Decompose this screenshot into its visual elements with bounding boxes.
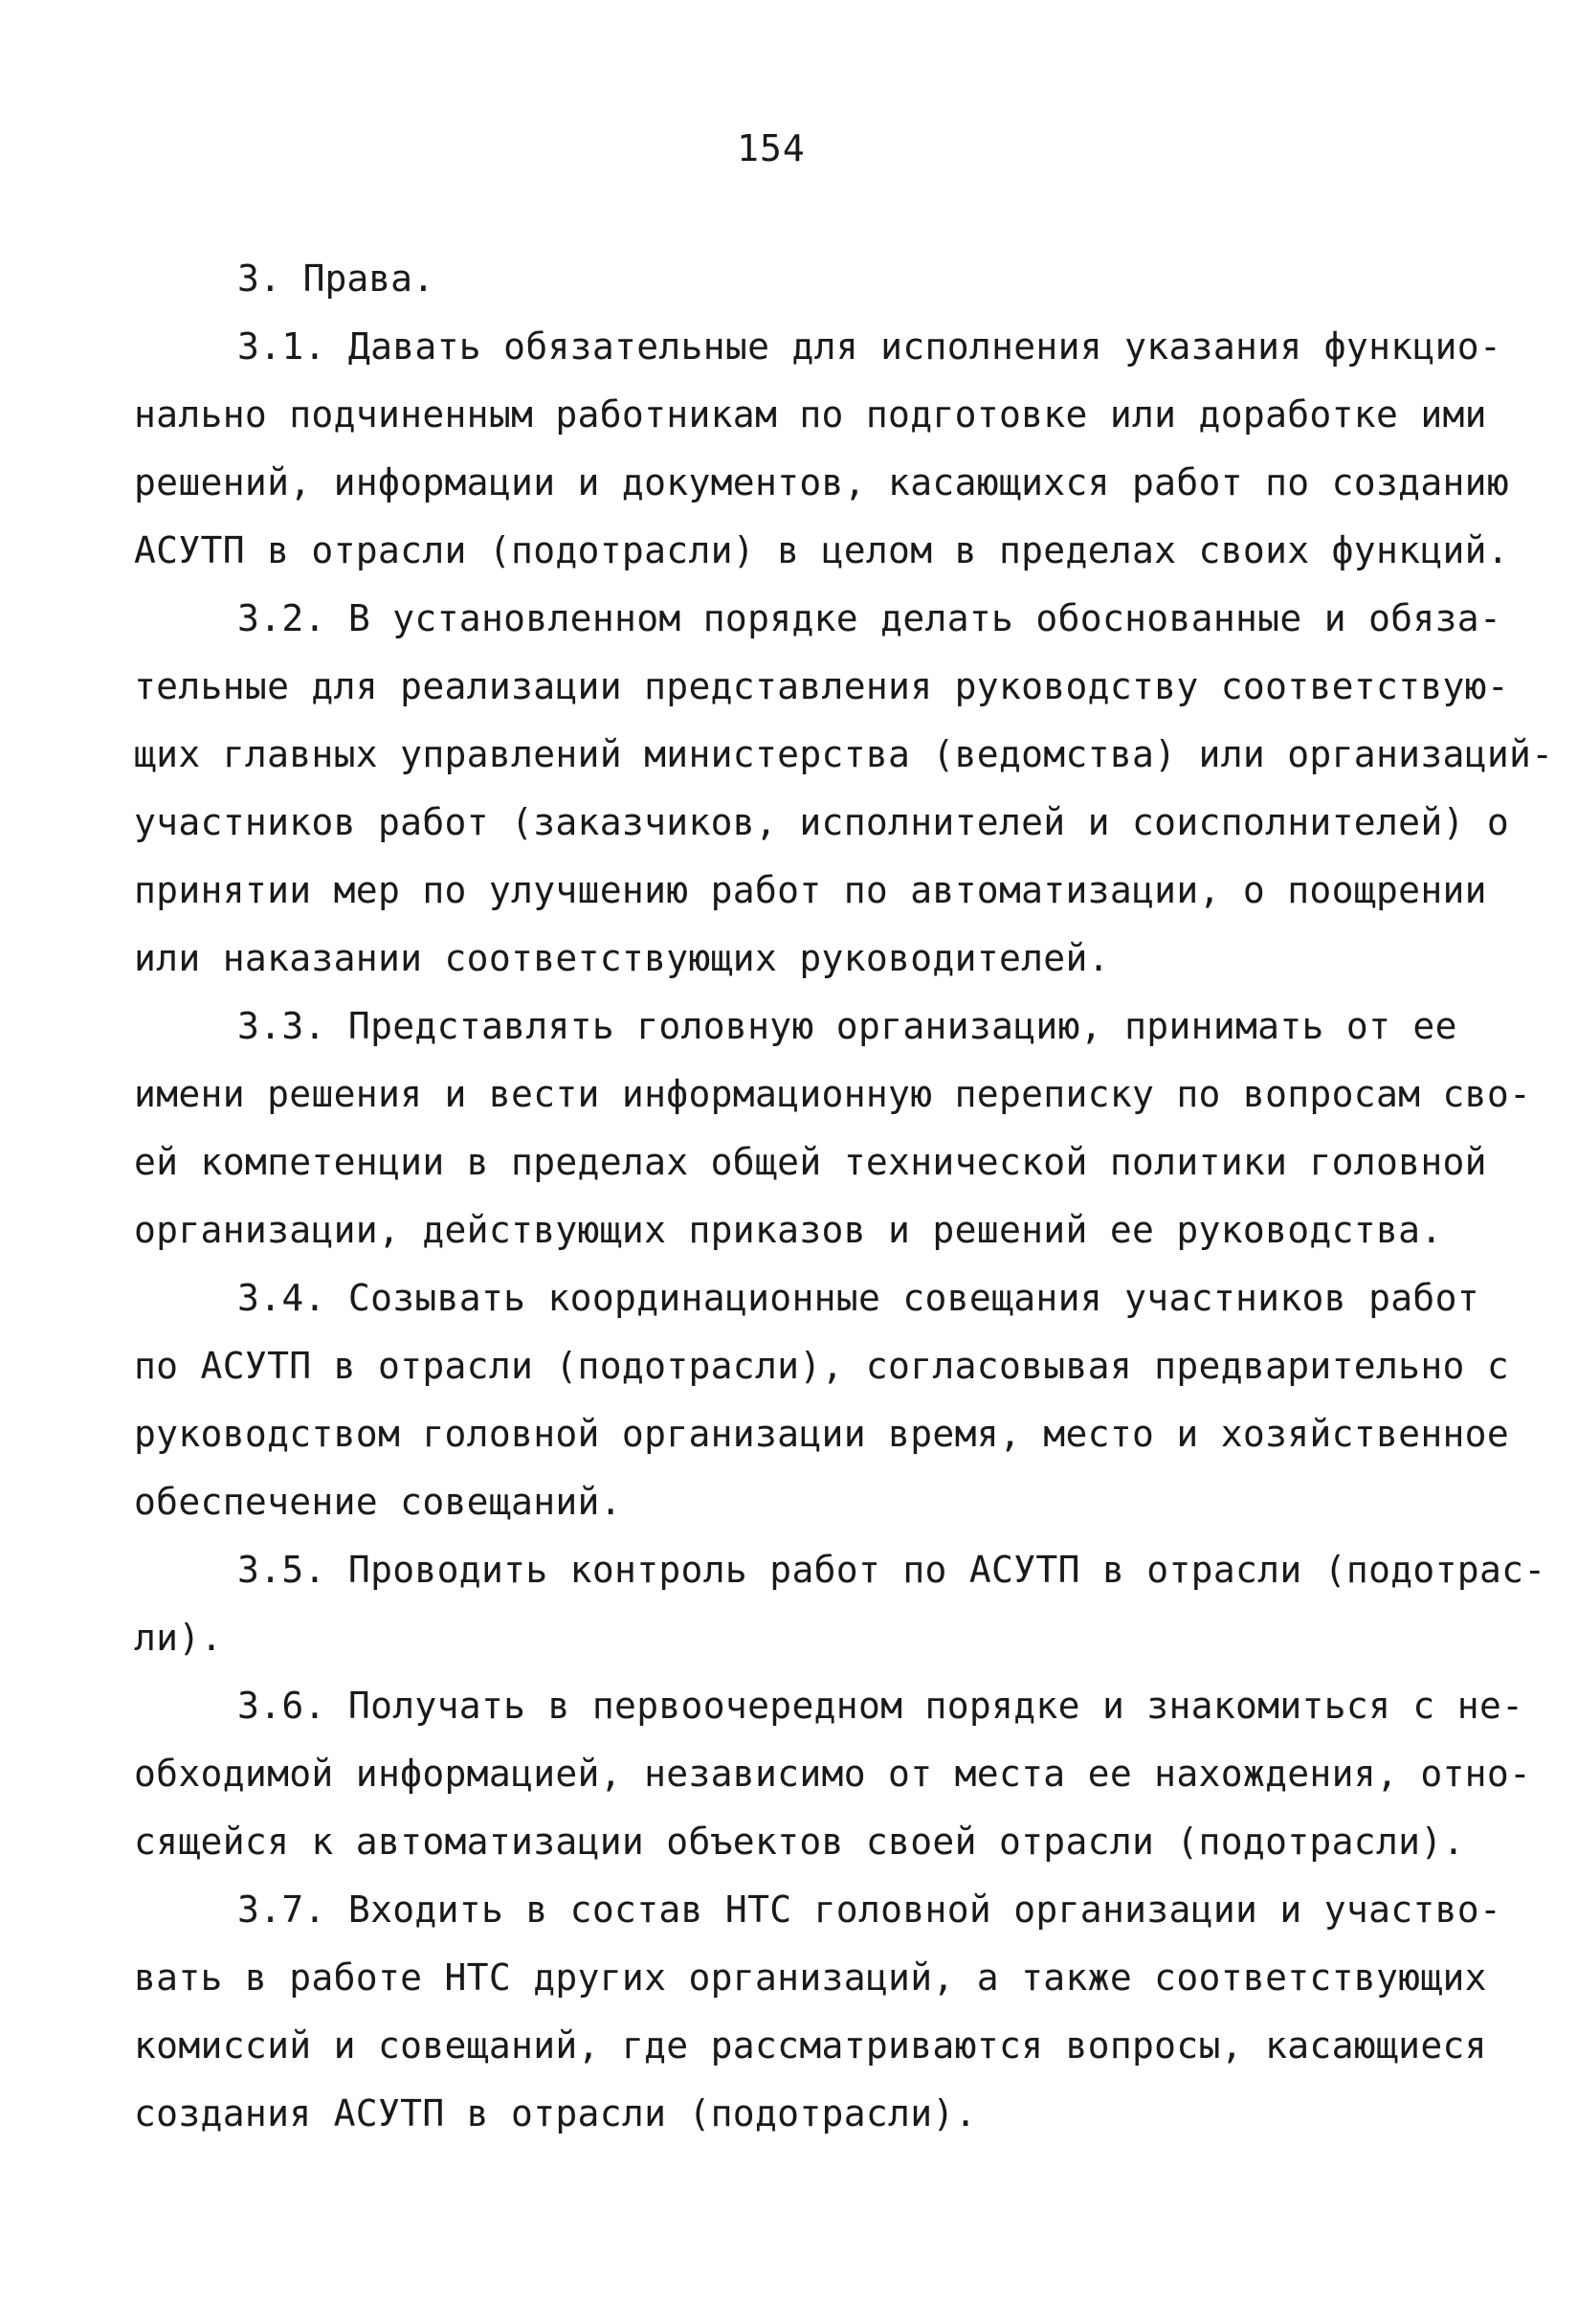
paragraph-3-7	[134, 1876, 1502, 2148]
text-line: нально подчиненным работникам по подготовке или доработке ими	[134, 393, 1487, 436]
paragraph-3-2	[134, 585, 1554, 993]
paragraph-3-6	[134, 1672, 1532, 1876]
text-line: щих главных управлений министерства (ведомства) или организаций-	[134, 733, 1554, 775]
text-line: сящейся к автоматизации объектов своей отрасли (подотрасли).	[134, 1821, 1465, 1863]
text-line: организации, действующих приказов и решений ее руководства.	[134, 1209, 1443, 1251]
section-title: 3. Права.	[237, 257, 434, 300]
text-line: принятии мер по улучшению работ по автоматизации, о поощрении	[134, 869, 1487, 911]
text-line: 3.3. Представлять головную организацию, принимать от ее	[237, 1005, 1457, 1047]
paragraph-3-5	[134, 1536, 1546, 1672]
document-body	[134, 245, 1554, 2148]
text-line: по АСУТП в отрасли (подотрасли), согласовывая предварительно с	[134, 1345, 1510, 1387]
paragraph-3-3	[134, 993, 1532, 1264]
text-line: 3.6. Получать в первоочередном порядке и знакомиться с не-	[237, 1685, 1524, 1727]
text-line: 3.2. В установленном порядке делать обоснованные и обяза-	[237, 597, 1502, 639]
text-line: участников работ (заказчиков, исполнителей и соисполнителей) о	[134, 801, 1510, 843]
text-line: создания АСУТП в отрасли (подотрасли).	[134, 2092, 977, 2134]
text-line: 3.5. Проводить контроль работ по АСУТП в отрасли (подотрас-	[237, 1549, 1546, 1591]
text-line: руководством головной организации время, место и хозяйственное	[134, 1413, 1510, 1455]
text-line: 3.7. Входить в состав НТС головной организации и участво-	[237, 1888, 1502, 1931]
text-line: АСУТП в отрасли (подотрасли) в целом в пределах своих функций.	[134, 529, 1510, 571]
text-line: ли).	[134, 1617, 223, 1659]
text-line: обходимой информацией, независимо от места ее нахождения, отно-	[134, 1753, 1532, 1795]
paragraph-3-4	[134, 1264, 1510, 1536]
page-number: 154	[737, 127, 806, 169]
text-line: вать в работе НТС других организаций, а также соответствующих	[134, 1956, 1487, 1999]
text-line: комиссий и совещаний, где рассматриваются вопросы, касающиеся	[134, 2024, 1487, 2067]
text-line: 3.1. Давать обязательные для исполнения указания функцио-	[237, 325, 1502, 368]
paragraph-3-1	[134, 313, 1510, 585]
text-line: тельные для реализации представления руководству соответствую-	[134, 665, 1510, 707]
text-line: имени решения и вести информационную переписку по вопросам сво-	[134, 1073, 1532, 1115]
text-line: 3.4. Созывать координационные совещания участников работ	[237, 1277, 1479, 1319]
text-line: обеспечение совещаний.	[134, 1481, 622, 1523]
text-line: или наказании соответствующих руководителей.	[134, 937, 1110, 979]
text-line: ей компетенции в пределах общей технической политики головной	[134, 1141, 1487, 1183]
text-line: решений, информации и документов, касающихся работ по созданию	[134, 461, 1510, 503]
